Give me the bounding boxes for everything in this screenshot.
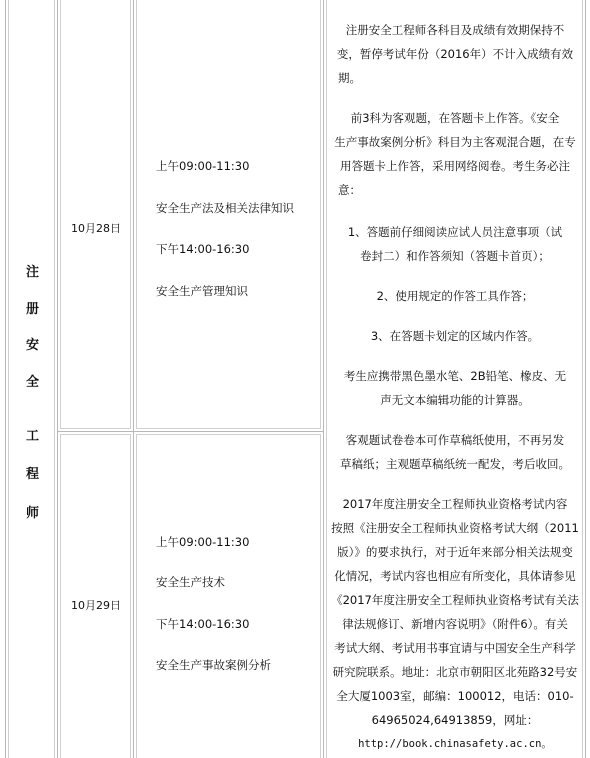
note-line: 生产事故案例分析》科目为主客观混合题，在专 xyxy=(334,135,576,149)
note-line: 1、答题前仔细阅读应试人员注意事项（试 xyxy=(347,225,563,239)
afternoon-subject: 安全生产管理知识 xyxy=(156,284,248,298)
note-line: 研究院联系。地址：北京市朝阳区北苑路32号安 xyxy=(332,665,578,679)
category-char: 安 xyxy=(25,338,39,353)
note-line: 2017年度注册安全工程师执业资格考试内容 xyxy=(342,497,568,511)
note-line: 声无文本编辑功能的计算器。 xyxy=(380,393,530,407)
note-line: 律法规修订、新增内容说明》（附件6）。有关 xyxy=(342,617,568,631)
notes-cell xyxy=(324,0,586,758)
note-line: 期。 xyxy=(338,71,361,85)
note-line: 《2017年度注册安全工程师执业资格考试有关法 xyxy=(331,593,579,607)
note-line: 草稿纸；主观题草稿纸统一配发，考后收回。 xyxy=(340,457,570,471)
category-cell xyxy=(5,0,58,758)
note-line: 注册安全工程师各科目及成绩有效期保持不 xyxy=(345,23,565,37)
note-line: 2、使用规定的作答工具作答； xyxy=(376,289,534,303)
afternoon-subject: 安全生产事故案例分析 xyxy=(156,658,271,672)
morning-time: 上午09:00-11:30 xyxy=(156,159,250,173)
note-line: 用答题卡上作答，采用网络阅卷。考生务必注 xyxy=(340,159,570,173)
note-line: 考试大纲、考试用书事宜请与中国安全生产科学 xyxy=(334,641,576,655)
note-line: 前3科为客观题，在答题卡上作答。《安全 xyxy=(350,111,560,125)
category-char: 师 xyxy=(25,506,39,521)
date-cell-2 xyxy=(58,432,134,758)
subject-cell-1 xyxy=(134,0,324,432)
note-line: 版）》的要求执行，对于近年来部分相关法规变 xyxy=(337,545,573,559)
morning-subject: 安全生产法及相关法律知识 xyxy=(156,201,294,215)
category-char: 程 xyxy=(25,467,39,482)
category-char: 全 xyxy=(25,375,39,390)
category-char: 注 xyxy=(25,265,39,280)
note-line: 化情况，考试内容也相应有所变化，具体请参见 xyxy=(334,569,576,583)
category-char: 工 xyxy=(25,429,39,444)
note-line: 64965024,64913859，网址： xyxy=(371,713,539,727)
website-url[interactable]: http://book.chinasafety.ac.cn。 xyxy=(358,738,552,750)
note-line: 全大厦1003室，邮编：100012，电话：010- xyxy=(336,689,574,703)
note-line: 3、在答题卡划定的区域内作答。 xyxy=(370,329,540,343)
note-line: 客观题试卷卷本可作草稿纸使用，不再另发 xyxy=(345,433,565,447)
exam-date: 10月29日 xyxy=(71,599,121,612)
subject-cell-2 xyxy=(134,432,324,758)
note-line: 意： xyxy=(338,183,361,197)
date-cell-1 xyxy=(58,0,134,432)
note-line: 按照《注册安全工程师执业资格考试大纲（2011 xyxy=(331,521,579,535)
note-line: 卷封二）和作答须知（答题卡首页）； xyxy=(360,249,550,263)
note-line: 考生应携带黑色墨水笔、2B铅笔、橡皮、无 xyxy=(343,369,567,383)
morning-time: 上午09:00-11:30 xyxy=(156,535,250,549)
morning-subject: 安全生产技术 xyxy=(156,575,225,589)
afternoon-time: 下午14:00-16:30 xyxy=(156,242,250,256)
afternoon-time: 下午14:00-16:30 xyxy=(156,617,250,631)
category-char: 册 xyxy=(25,302,39,317)
exam-date: 10月28日 xyxy=(71,222,121,235)
note-line: 变，暂停考试年份（2016年）不计入成绩有效 xyxy=(336,47,574,61)
